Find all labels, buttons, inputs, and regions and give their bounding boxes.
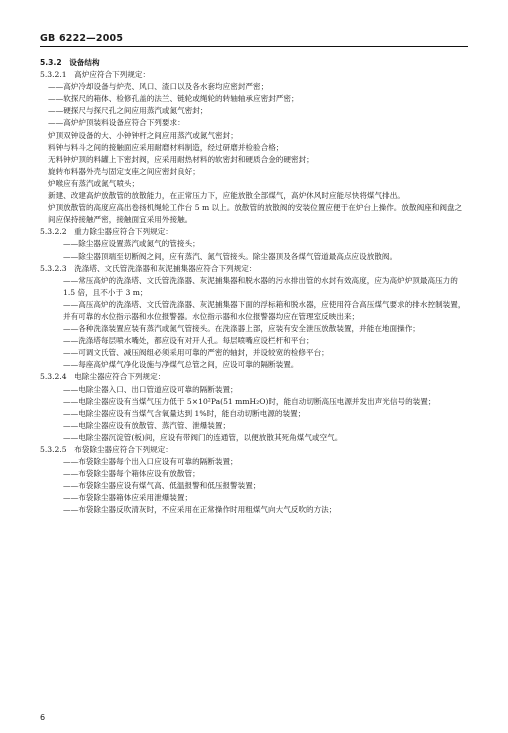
clause-text: ——布袋除尘器应设有煤气高、低温报警和低压报警装置； (63, 481, 261, 491)
page-number: 6 (40, 713, 46, 722)
clause-text: ——布袋除尘器每个箱体应设有放散管； (63, 469, 200, 479)
clause-text: 料钟与料斗之间的接触面应采用耐磨材料制造，经过研磨并检验合格； (48, 142, 284, 152)
clause-text: ——布袋除尘器每个出入口应设有可靠的隔断装置； (63, 457, 238, 467)
clause-text: ——常压高炉的洗涤塔、文氏管洗涤器、灰泥捕集器和脱水器的污水排出管的水封有效高度，应为高炉炉顶最高压力的 1.5 倍，且不小于 3 m； (63, 275, 458, 297)
clause-text: ——除尘器顶端至切断阀之间，应有蒸汽、氮气管接头。除尘器顶及各煤气管道最高点应设放散阀。 (63, 251, 398, 261)
clause-text: ——电除尘器应设有当煤气含氧量达到 1%时，能自动切断电源的装置； (63, 408, 306, 418)
standard-code-header: GB 6222—2005 (40, 33, 124, 44)
header-rule (40, 46, 468, 47)
clause-text: ——布袋除尘器箱体应采用泄爆装置； (63, 493, 193, 503)
clause-text: 新建、改建高炉放散管的放散能力，在正常压力下，应能放散全部煤气，高炉休风时应能尽快将煤气排出。 (48, 191, 405, 201)
clause-text: ——各种洗涤装置应装有蒸汽或氮气管接头。在洗涤器上部，应装有安全泄压放散装置，并能在地面操作； (63, 324, 420, 334)
clause-text: ——洗涤塔每层喷水嘴处，都应设有对开人孔。每层喷嘴应设栏杆和平台； (63, 336, 314, 346)
clause-text: ——除尘器应设置蒸汽或氮气的管接头； (63, 239, 200, 249)
clause-heading: 5.3.2.1 高炉应符合下列规定： (40, 70, 151, 80)
clause-text: ——电除尘器应设有放散管、蒸汽管、泄爆装置； (63, 420, 231, 430)
clause-text: ——高炉炉顶装料设备应符合下列要求： (48, 118, 185, 128)
clause-text: ——硬探尺与探尺孔之间应用蒸汽或氮气密封； (48, 106, 208, 116)
clause-heading: 5.3.2.2 重力除尘器应符合下列规定： (40, 227, 173, 237)
clause-text: ——每座高炉煤气净化设施与净煤气总管之间，应设可靠的隔断装置。 (63, 360, 299, 370)
clause-text: 炉喉应有蒸汽或氮气喷头； (48, 178, 140, 188)
clause-text: 旋转布料器外壳与固定支座之间应密封良好； (48, 166, 200, 176)
clause-heading: 5.3.2.4 电除尘器应符合下列规定： (40, 372, 166, 382)
clause-text: ——高压高炉的洗涤塔、文氏管洗涤器、灰泥捕集器下面的浮标箱和脱水器，应使用符合高压煤气要求的排水控制装置，并有可靠的水位指示器和水位报警器。水位指示器和水位报警器均应在管理室反映出来； (63, 299, 466, 321)
clause-heading: 5.3.2.3 洗涤塔、文氏管洗涤器和灰泥捕集器应符合下列规定： (40, 263, 257, 273)
clause-text: ——可调文氏管、减压阀组必须采用可靠的严密的轴封，并设较宽的检修平台； (63, 348, 329, 358)
clause-text: ——电除尘器应设有当煤气压力低于 5×10²Pa(51 mmH₂O)时，能自动切断高压电源并发出声光信号的装置； (63, 396, 436, 406)
clause-text: ——布袋除尘器反吹清灰时，不应采用在正常操作时用粗煤气向大气反吹的方法； (63, 505, 337, 515)
clause-text: ——电除尘器沉淀管(板)间，应设有带阀门的连通管，以便放散其死角煤气或空气。 (63, 432, 343, 442)
clause-text: 无料钟炉顶的料罐上下密封阀，应采用耐热材料的软密封和硬质合金的硬密封； (48, 154, 314, 164)
clause-text: 炉顶双钟设备的大、小钟钟杆之间应用蒸汽或氮气密封； (48, 130, 238, 140)
clause-text: ——电除尘器入口、出口管道应设可靠的隔断装置； (63, 384, 238, 394)
clause-heading: 5.3.2.5 布袋除尘器应符合下列规定： (40, 445, 173, 454)
document-body (40, 57, 468, 517)
clause-text: ——软探尺的箱体、检修孔盖的法兰、链轮或绳轮的转轴轴承应密封严密； (48, 94, 299, 104)
clause-text: ——高炉冷却设备与炉壳、风口、渣口以及各水套均应密封严密； (48, 82, 269, 92)
clause-heading: 5.3.2 设备结构 (40, 58, 100, 67)
clause-text: 炉顶放散管的高度应高出卷扬机绳轮工作台 5 m 以上。放散管的放散阀的安装位置应便于在炉台上操作。放散阀座和阀盘之间应保持接触严密，接触面宜采用外接触。 (48, 203, 463, 225)
